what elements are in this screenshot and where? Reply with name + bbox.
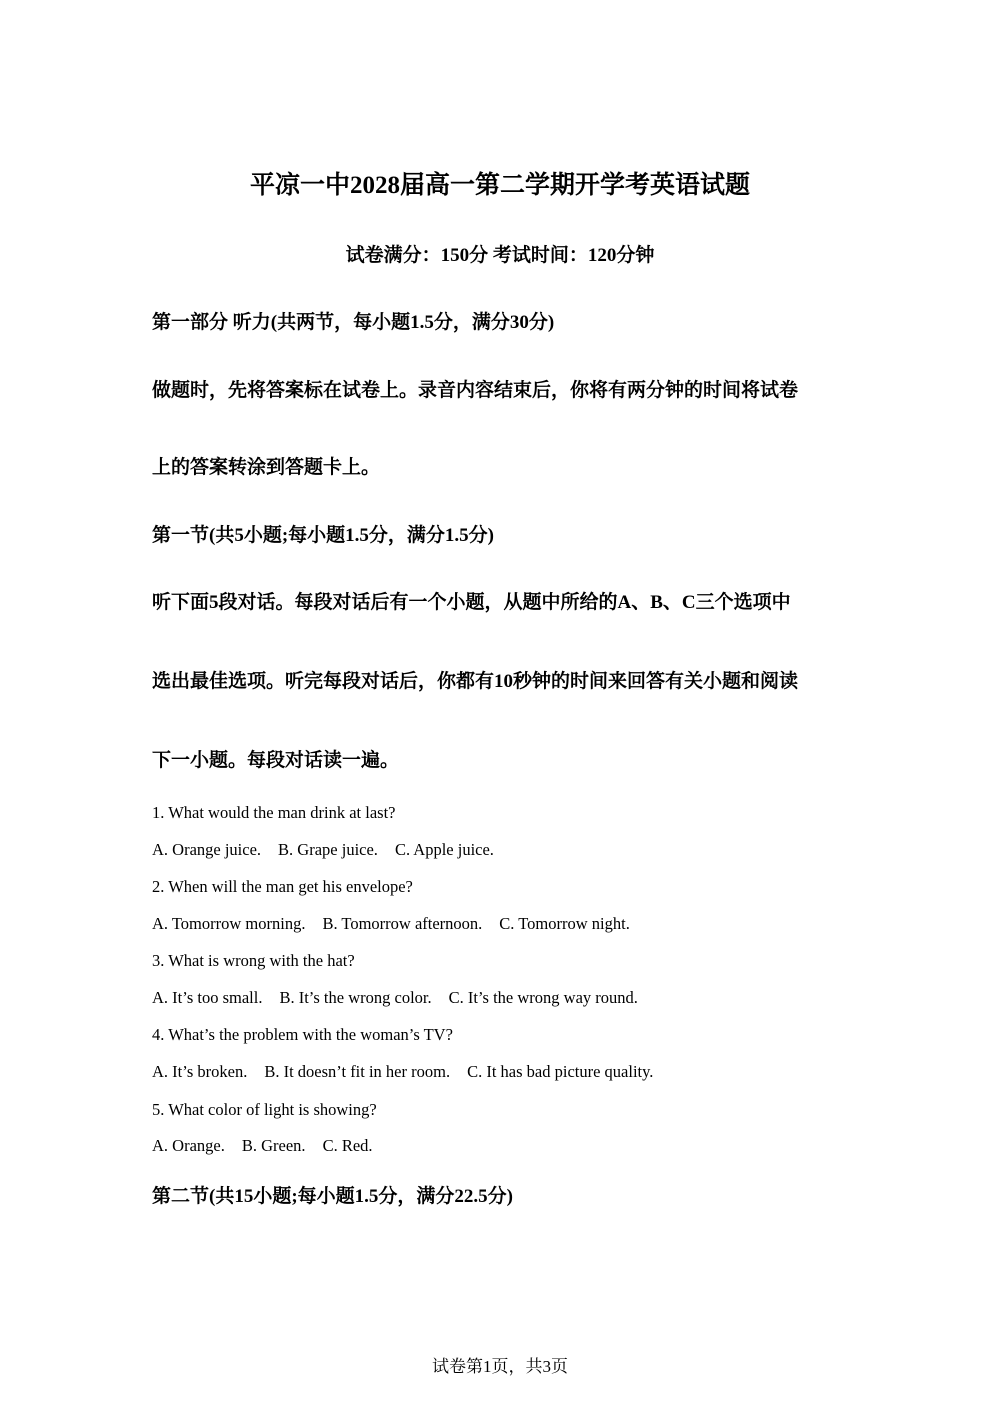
exam-title: 平凉一中2028届高一第二学期开学考英语试题 [249,172,750,199]
option-c: C. It has bad picture quality. [467,1062,654,1081]
option-c: C. Red. [322,1136,373,1155]
section2-heading: 第二节(共15小题;每小题1.5分，满分22.5分) [152,1186,513,1207]
section1-instruction-line1: 听下面5段对话。每段对话后有一个小题，从题中所给的A、B、C三个选项中 [152,592,791,613]
question-1-options [152,838,511,862]
question-3-options [152,986,655,1010]
option-a: A. Orange. [152,1136,225,1155]
option-c: C. It’s the wrong way round. [448,988,638,1007]
question-4-options [152,1060,670,1084]
question-3: 3. What is wrong with the hat? [152,951,355,970]
question-2-options [152,912,647,936]
section1-heading: 第一节(共5小题;每小题1.5分，满分1.5分) [152,525,494,546]
section1-instruction-line2: 选出最佳选项。听完每段对话后，你都有10秒钟的时间来回答有关小题和阅读 [152,671,799,692]
question-1: 1. What would the man drink at last? [152,803,396,822]
option-b: B. Green. [241,1136,306,1155]
option-a: A. Tomorrow morning. [152,914,306,933]
section1-instruction-line3: 下一小题。每段对话读一遍。 [152,750,400,771]
part1-instruction-line1: 做题时，先将答案标在试卷上。录音内容结束后，你将有两分钟的时间将试卷 [152,380,799,401]
page-footer: 试卷第1页，共3页 [432,1357,568,1376]
question-5-options [152,1134,390,1158]
option-c: C. Tomorrow night. [499,914,630,933]
option-b: B. Grape juice. [278,840,378,859]
part1-heading: 第一部分 听力(共两节，每小题1.5分，满分30分) [152,312,555,333]
option-b: B. It doesn’t fit in her room. [264,1062,451,1081]
option-a: A. Orange juice. [152,840,262,859]
option-a: A. It’s broken. [152,1062,248,1081]
question-5: 5. What color of light is showing? [152,1100,377,1119]
exam-subtitle: 试卷满分：150分 考试时间：120分钟 [345,245,655,266]
question-2: 2. When will the man get his envelope? [152,877,413,896]
option-b: B. It’s the wrong color. [279,988,432,1007]
question-4: 4. What’s the problem with the woman’s TV? [152,1025,453,1044]
option-a: A. It’s too small. [152,988,263,1007]
part1-instruction-line2: 上的答案转涂到答题卡上。 [152,457,381,478]
option-c: C. Apple juice. [394,840,494,859]
option-b: B. Tomorrow afternoon. [322,914,483,933]
